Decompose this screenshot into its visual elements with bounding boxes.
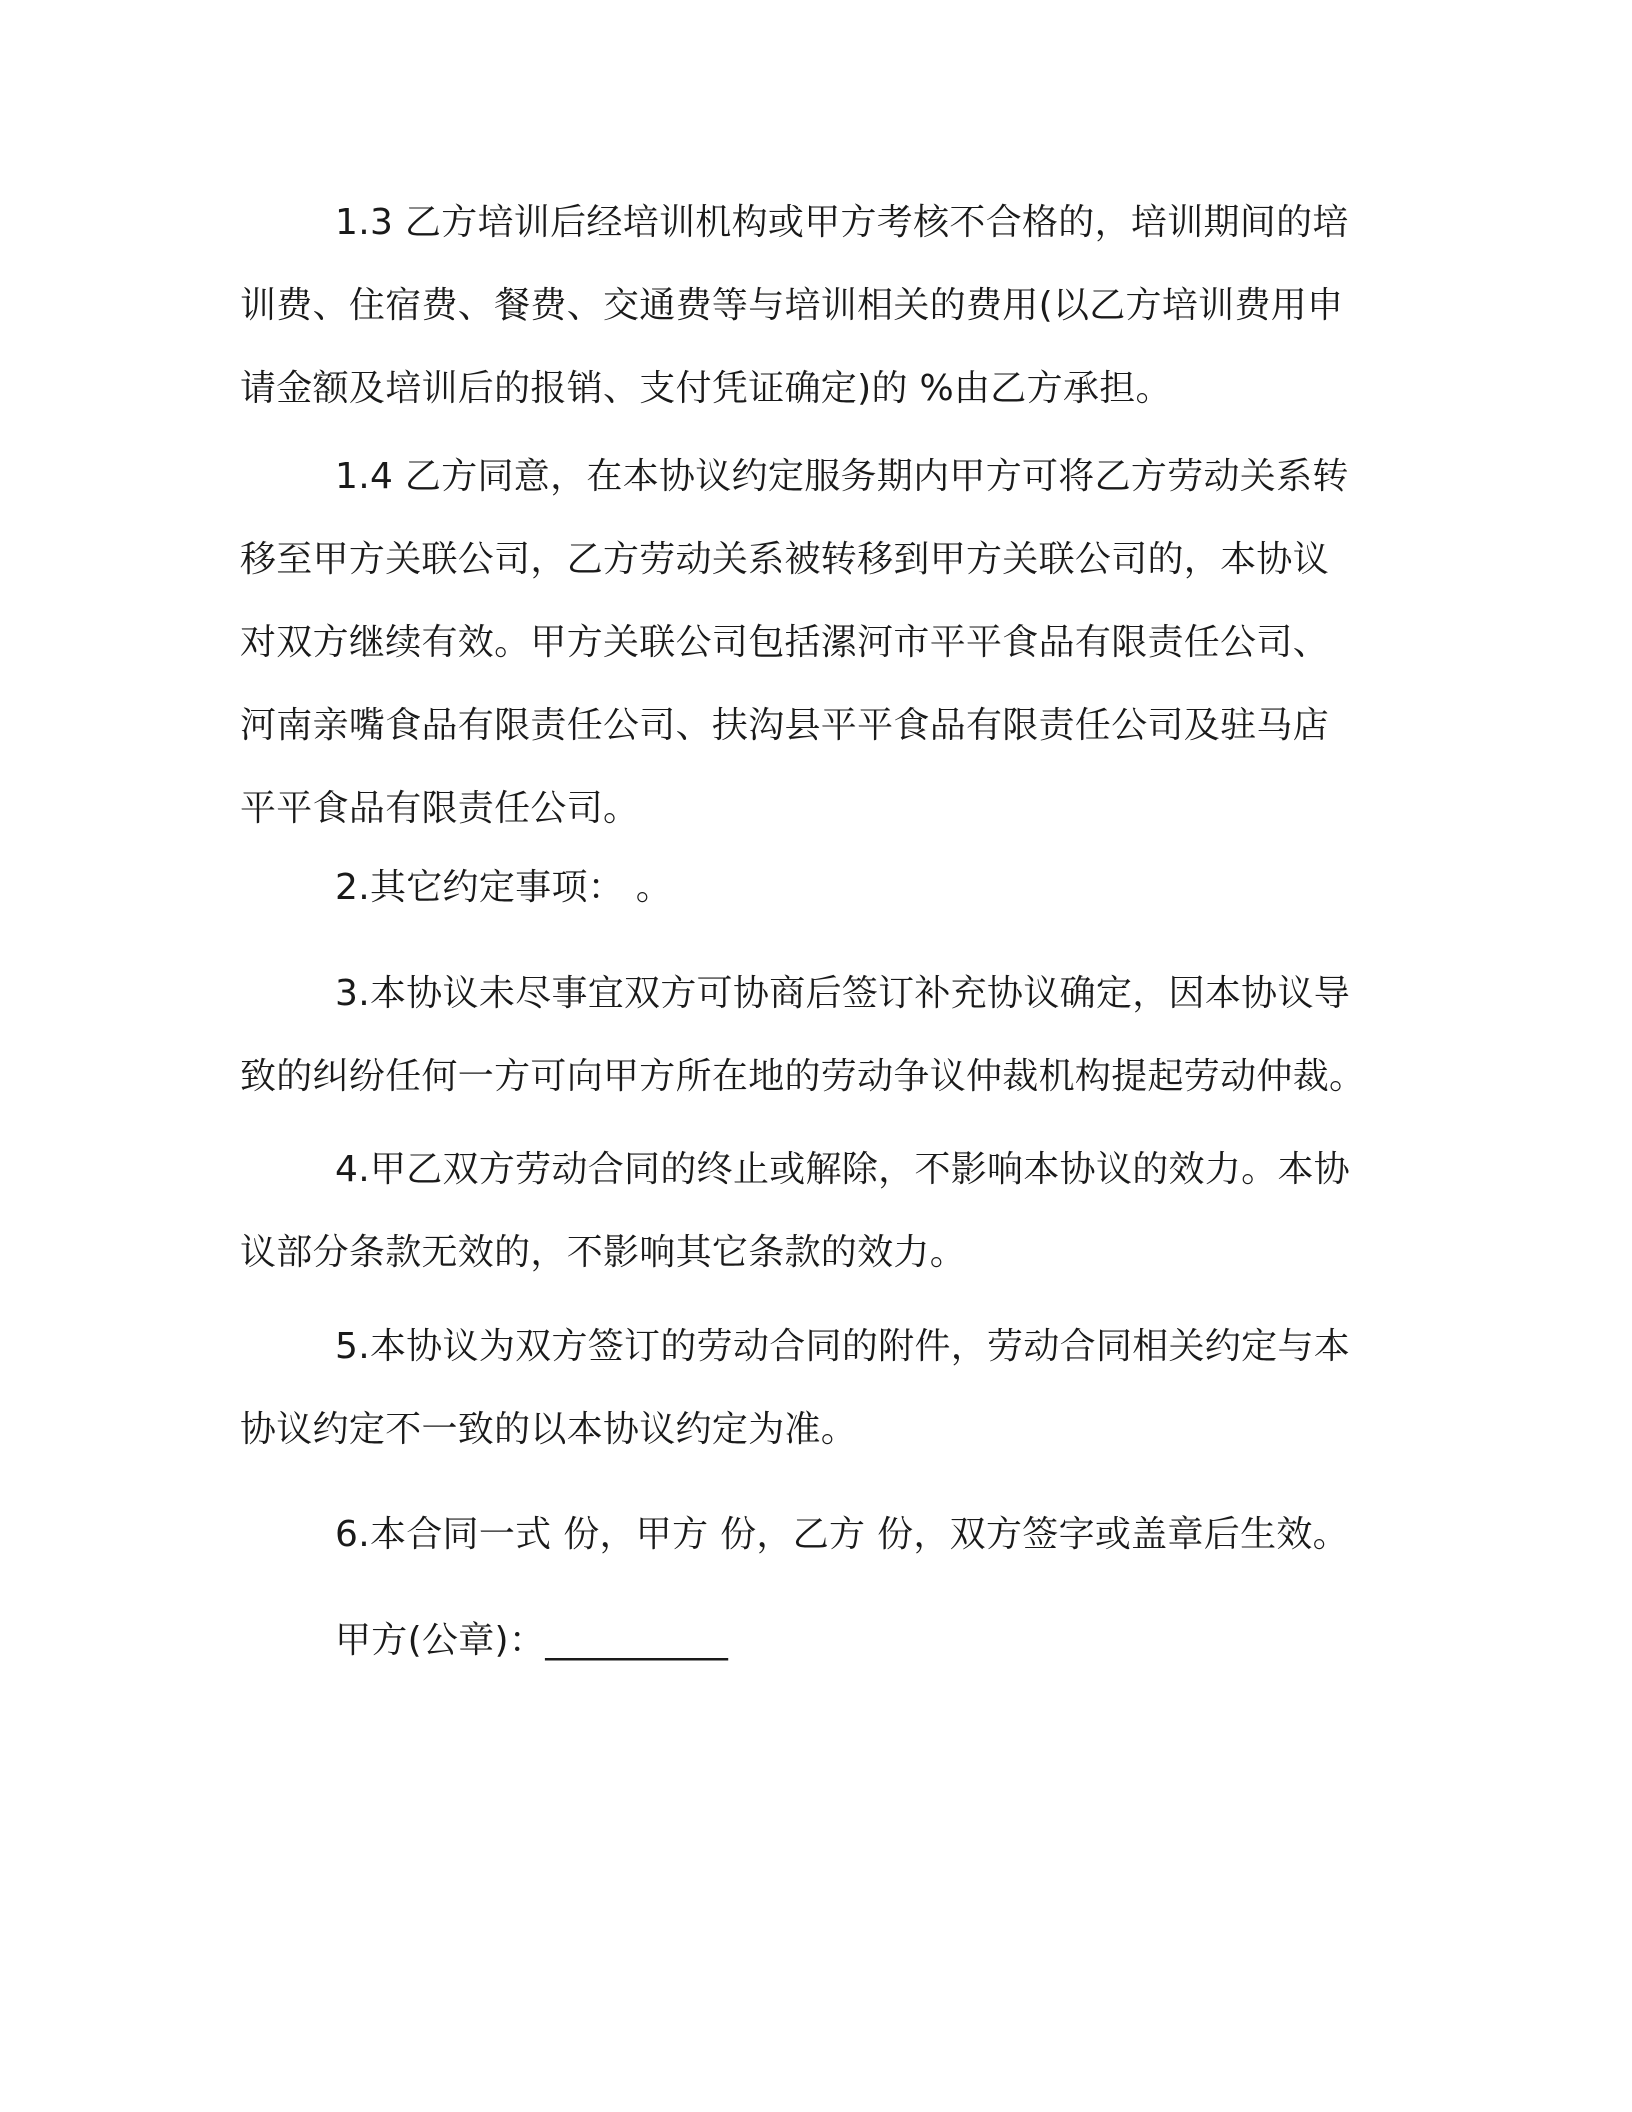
text-line: 请金额及培训后的报销、支付凭证确定)的 %由乙方承担。	[240, 368, 1172, 409]
clause-3	[240, 952, 1370, 1118]
text-line: 移至甲方关联公司，乙方劳动关系被转移到甲方关联公司的，本协议	[240, 539, 1330, 580]
signature-line	[240, 1599, 1370, 1682]
text-line: 河南亲嘴食品有限责任公司、扶沟县平平食品有限责任公司及驻马店	[240, 705, 1330, 746]
text-line: 1.3 乙方培训后经培训机构或甲方考核不合格的，培训期间的培	[335, 202, 1349, 243]
text-line: 1.4 乙方同意，在本协议约定服务期内甲方可将乙方劳动关系转	[335, 456, 1349, 497]
clause-6	[240, 1493, 1370, 1576]
text-line: 6.本合同一式 份，甲方 份，乙方 份，双方签字或盖章后生效。	[335, 1514, 1349, 1555]
signature-blank: __________	[545, 1620, 729, 1661]
text-line: 对双方继续有效。甲方关联公司包括漯河市平平食品有限责任公司、	[240, 622, 1330, 663]
text-line: 3.本协议未尽事宜双方可协商后签订补充协议确定，因本协议导	[335, 973, 1351, 1014]
text-line: 2.其它约定事项： 。	[335, 867, 673, 908]
clause-4	[240, 1128, 1370, 1294]
clause-5	[240, 1305, 1370, 1471]
clause-1-4	[240, 435, 1370, 850]
text-line: 协议约定不一致的以本协议约定为准。	[240, 1409, 858, 1450]
text-line: 致的纠纷任何一方可向甲方所在地的劳动争议仲裁机构提起劳动仲裁。	[240, 1056, 1366, 1097]
party-a-label: 甲方(公章)：	[335, 1620, 546, 1661]
clause-2	[240, 846, 1370, 929]
text-line: 4.甲乙双方劳动合同的终止或解除，不影响本协议的效力。本协	[335, 1149, 1351, 1190]
text-line: 平平食品有限责任公司。	[240, 788, 640, 829]
signature-block	[240, 1599, 1370, 1682]
text-line: 训费、住宿费、餐费、交通费等与培训相关的费用(以乙方培训费用申	[240, 285, 1344, 326]
clause-1-3	[240, 181, 1370, 430]
text-line: 5.本协议为双方签订的劳动合同的附件，劳动合同相关约定与本	[335, 1326, 1351, 1367]
text-line: 议部分条款无效的，不影响其它条款的效力。	[240, 1232, 967, 1273]
